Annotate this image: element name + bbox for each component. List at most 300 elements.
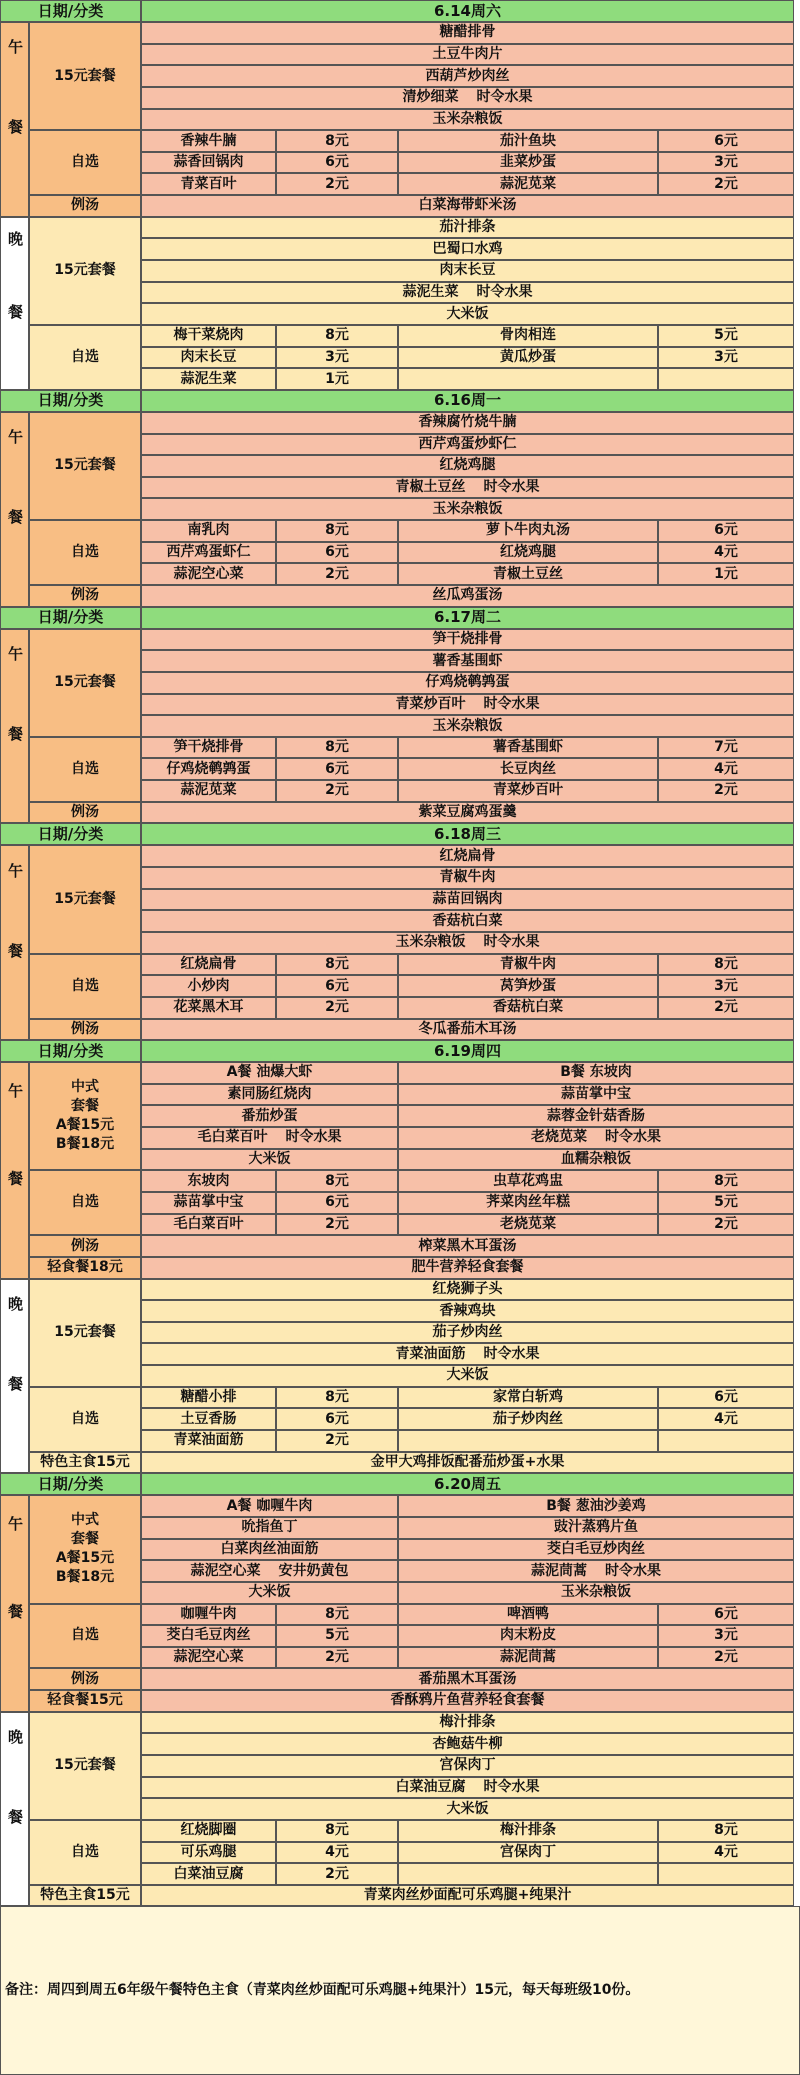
dish-name: 红烧鸡腿 (398, 542, 658, 564)
dish-price: 6元 (276, 975, 398, 997)
set-item (141, 217, 794, 239)
row-content: 丝瓜鸡蛋汤 (141, 585, 794, 607)
dish-name: 西芹鸡蛋虾仁 (141, 542, 276, 564)
set-item (141, 87, 794, 109)
date-header: 6.17周二 (141, 607, 794, 629)
meal-char: 午餐 (6, 646, 24, 806)
category-header: 日期/分类 (0, 1473, 141, 1495)
set-item-text: 蒜苗回锅肉 (432, 890, 503, 907)
dish-price: 3元 (658, 347, 794, 369)
dish-price: 4元 (658, 1842, 794, 1864)
dish-name: 宫保肉丁 (398, 1842, 658, 1864)
dish-name: 红烧脚圈 (141, 1820, 276, 1842)
dish-price: 4元 (658, 1408, 794, 1430)
set-b-item-text: 时令水果 (605, 1562, 661, 1579)
set-item (141, 1798, 794, 1820)
dish-price: 2元 (276, 173, 398, 195)
set-a-item (141, 1062, 398, 1084)
set-item (141, 867, 794, 889)
set-item-text: 肉末长豆 (439, 262, 496, 279)
dish-name: 可乐鸡腿 (141, 1842, 276, 1864)
set-item-text: 清炒细菜 (402, 89, 459, 106)
block-label (29, 629, 141, 737)
footer-note: 备注：周四到周五6年级午餐特色主食（青菜肉丝炒面配可乐鸡腿+纯果汁）15元，每天每班级10份。 (0, 1906, 800, 2075)
dish-name: 花菜黑木耳 (141, 997, 276, 1019)
set-a-item-text: 番茄炒蛋 (241, 1107, 298, 1124)
dish-name: 东坡肉 (141, 1170, 276, 1192)
set-item (141, 498, 794, 520)
block-label-line: 自选 (71, 154, 99, 171)
set-item (141, 1733, 794, 1755)
set-item (141, 715, 794, 737)
date-header: 6.19周四 (141, 1040, 794, 1062)
set-a-item (141, 1582, 398, 1604)
row-content: 香酥鸦片鱼营养轻食套餐 (141, 1690, 794, 1712)
set-a-item (141, 1539, 398, 1561)
block-label-line: 自选 (71, 760, 99, 777)
row-label: 特色主食15元 (29, 1452, 141, 1474)
dish-name: 萝卜牛肉丸汤 (398, 520, 658, 542)
row-content: 冬瓜番茄木耳汤 (141, 1019, 794, 1041)
block-label-line: 自选 (71, 544, 99, 561)
set-item (141, 1343, 794, 1365)
row-content: 肥牛营养轻食套餐 (141, 1257, 794, 1279)
dish-name: 土豆香肠 (141, 1408, 276, 1430)
set-b-item (398, 1517, 794, 1539)
dish-name (398, 1863, 658, 1885)
dish-price: 3元 (658, 975, 794, 997)
row-label: 例汤 (29, 1668, 141, 1690)
dish-name: 蒜苗掌中宝 (141, 1192, 276, 1214)
meal-label (0, 412, 29, 607)
dish-price: 6元 (276, 152, 398, 174)
meal-char: 晚餐 (6, 230, 24, 377)
set-item (141, 22, 794, 44)
dish-price: 6元 (658, 1604, 794, 1626)
dish-name: 蒜泥苋菜 (398, 173, 658, 195)
row-content: 番茄黑木耳蛋汤 (141, 1668, 794, 1690)
block-label-line: 套餐 (71, 1098, 99, 1115)
dish-price: 6元 (658, 520, 794, 542)
row-label: 例汤 (29, 1019, 141, 1041)
dish-price: 8元 (658, 954, 794, 976)
block-label (29, 217, 141, 325)
block-label (29, 1604, 141, 1669)
dish-name: 青菜百叶 (141, 173, 276, 195)
set-b-item-text: 玉米杂粮饭 (561, 1584, 631, 1601)
set-item-text: 玉米杂粮饭 (432, 110, 503, 127)
dish-price: 2元 (658, 780, 794, 802)
dish-name: 肉末粉皮 (398, 1625, 658, 1647)
set-a-item (141, 1084, 398, 1106)
set-item (141, 238, 794, 260)
set-item-text: 大米饭 (446, 1800, 489, 1817)
dish-price: 1元 (658, 563, 794, 585)
set-a-item (141, 1495, 398, 1517)
set-item (141, 282, 794, 304)
set-b-item-text: 蒜蓉金针菇香肠 (547, 1107, 645, 1124)
set-item (141, 889, 794, 911)
meal-char: 晚餐 (6, 1296, 24, 1456)
category-header: 日期/分类 (0, 607, 141, 629)
set-item (141, 629, 794, 651)
block-label-line: 中式 (71, 1512, 99, 1529)
dish-price: 2元 (276, 997, 398, 1019)
set-item-text: 时令水果 (476, 89, 533, 106)
block-label (29, 520, 141, 585)
dish-price: 4元 (658, 758, 794, 780)
category-header: 日期/分类 (0, 0, 141, 22)
dish-name: 家常白斩鸡 (398, 1387, 658, 1409)
set-item-text: 香辣腐竹烧牛腩 (418, 414, 517, 431)
set-item-text: 大米饭 (446, 1367, 489, 1384)
row-content: 白菜海带虾米汤 (141, 195, 794, 217)
dish-price: 8元 (276, 325, 398, 347)
dish-name: 茭白毛豆肉丝 (141, 1625, 276, 1647)
set-item (141, 694, 794, 716)
dish-name: 蒜泥茼蒿 (398, 1647, 658, 1669)
dish-name: 荠菜肉丝年糕 (398, 1192, 658, 1214)
dish-price: 6元 (276, 1408, 398, 1430)
row-label: 例汤 (29, 195, 141, 217)
set-item-text: 时令水果 (483, 934, 540, 951)
set-item (141, 303, 794, 325)
meal-char: 晚餐 (6, 1729, 24, 1890)
category-header: 日期/分类 (0, 823, 141, 845)
dish-price: 8元 (276, 737, 398, 759)
meal-label (0, 1712, 29, 1907)
block-label (29, 1170, 141, 1235)
set-a-item-text: 安井奶黄包 (278, 1562, 349, 1579)
dish-name: 薯香基围虾 (398, 737, 658, 759)
set-item-text: 仔鸡烧鹌鹑蛋 (425, 674, 510, 691)
set-b-item-text: 蒜泥茼蒿 (531, 1562, 587, 1579)
set-item (141, 412, 794, 434)
dish-name: 南乳肉 (141, 520, 276, 542)
set-a-item-text: 时令水果 (285, 1129, 342, 1146)
dish-name: 糖醋小排 (141, 1387, 276, 1409)
dish-price: 6元 (276, 542, 398, 564)
set-item-text: 时令水果 (476, 283, 533, 300)
date-header: 6.18周三 (141, 823, 794, 845)
set-item (141, 434, 794, 456)
block-label (29, 130, 141, 195)
set-b-item (398, 1084, 794, 1106)
row-label: 例汤 (29, 802, 141, 824)
row-label: 例汤 (29, 585, 141, 607)
block-label (29, 954, 141, 1019)
dish-name: 小炒肉 (141, 975, 276, 997)
set-item-text: 笋干烧排骨 (432, 630, 503, 647)
set-item (141, 109, 794, 131)
dish-price: 8元 (276, 130, 398, 152)
dish-price: 2元 (276, 1647, 398, 1669)
block-label-line: 自选 (71, 1410, 99, 1427)
row-label: 轻食餐18元 (29, 1257, 141, 1279)
dish-name: 青椒牛肉 (398, 954, 658, 976)
block-label-line: 15元套餐 (54, 262, 116, 279)
block-label-line: A餐15元 (55, 1550, 115, 1567)
dish-price: 6元 (276, 1192, 398, 1214)
set-item (141, 65, 794, 87)
dish-price: 3元 (276, 347, 398, 369)
row-label: 例汤 (29, 1235, 141, 1257)
dish-price: 3元 (658, 152, 794, 174)
set-item-text: 青椒牛肉 (439, 869, 496, 886)
dish-price (658, 1430, 794, 1452)
dish-price: 6元 (658, 130, 794, 152)
dish-name: 香辣牛腩 (141, 130, 276, 152)
set-item-text: 玉米杂粮饭 (395, 934, 466, 951)
dish-name: 长豆肉丝 (398, 758, 658, 780)
dish-name: 韭菜炒蛋 (398, 152, 658, 174)
meal-label (0, 217, 29, 390)
set-item-text: 西葫芦炒肉丝 (425, 67, 510, 84)
set-item (141, 672, 794, 694)
set-item (141, 260, 794, 282)
dish-name: 梅汁排条 (398, 1820, 658, 1842)
set-b-item-text: 豉汁蒸鸦片鱼 (554, 1519, 638, 1536)
dish-name: 笋干烧排骨 (141, 737, 276, 759)
dish-name: 老烧苋菜 (398, 1214, 658, 1236)
dish-name: 肉末长豆 (141, 347, 276, 369)
block-label (29, 737, 141, 802)
dish-price: 8元 (658, 1820, 794, 1842)
set-item (141, 845, 794, 867)
block-label-line: 15元套餐 (54, 1324, 116, 1341)
row-content: 榨菜黑木耳蛋汤 (141, 1235, 794, 1257)
set-a-item-text: 蒜泥空心菜 (190, 1562, 261, 1579)
set-b-item (398, 1495, 794, 1517)
dish-name: 骨肉相连 (398, 325, 658, 347)
set-item-text: 青椒土豆丝 (395, 479, 466, 496)
block-label (29, 22, 141, 130)
dish-price: 2元 (276, 563, 398, 585)
set-a-item (141, 1517, 398, 1539)
block-label-line: 15元套餐 (54, 890, 116, 907)
dish-price: 5元 (276, 1625, 398, 1647)
set-item-text: 土豆牛肉片 (432, 45, 503, 62)
set-item (141, 1777, 794, 1799)
set-item (141, 1279, 794, 1301)
block-label (29, 1495, 141, 1603)
meal-label (0, 22, 29, 217)
set-b-item (398, 1149, 794, 1171)
dish-name: 红烧扁骨 (141, 954, 276, 976)
dish-name: 虫草花鸡盅 (398, 1170, 658, 1192)
dish-name (398, 1430, 658, 1452)
date-header: 6.14周六 (141, 0, 794, 22)
dish-price: 6元 (276, 758, 398, 780)
set-item-text: 白菜油豆腐 (395, 1778, 466, 1795)
block-label-line: A餐15元 (55, 1117, 115, 1134)
row-label: 特色主食15元 (29, 1885, 141, 1907)
set-item-text: 大米饭 (446, 305, 489, 322)
dish-price: 2元 (658, 997, 794, 1019)
dish-name: 青菜油面筋 (141, 1430, 276, 1452)
date-header: 6.20周五 (141, 1473, 794, 1495)
set-a-item-text: 大米饭 (248, 1151, 291, 1168)
set-b-item (398, 1539, 794, 1561)
set-item (141, 910, 794, 932)
set-item (141, 477, 794, 499)
dish-name: 啤酒鸭 (398, 1604, 658, 1626)
set-item-text: 茄子炒肉丝 (432, 1324, 503, 1341)
set-item (141, 44, 794, 66)
meal-label (0, 629, 29, 824)
row-content: 金甲大鸡排饭配番茄炒蛋+水果 (141, 1452, 794, 1474)
set-item (141, 1755, 794, 1777)
dish-price: 2元 (658, 1214, 794, 1236)
set-a-item (141, 1149, 398, 1171)
block-label-line: 套餐 (71, 1531, 99, 1548)
set-item (141, 455, 794, 477)
set-a-item-text: 大米饭 (248, 1584, 291, 1601)
set-item-text: 青菜炒百叶 (395, 695, 466, 712)
set-item-text: 玉米杂粮饭 (432, 500, 503, 517)
set-b-item (398, 1582, 794, 1604)
block-label-line: 自选 (71, 977, 99, 994)
dish-price: 1元 (276, 368, 398, 390)
dish-name: 香菇杭白菜 (398, 997, 658, 1019)
set-b-item-text: B餐 东坡肉 (560, 1064, 632, 1081)
set-a-item-text: 毛白菜百叶 (197, 1129, 268, 1146)
category-header: 日期/分类 (0, 390, 141, 412)
dish-name (398, 368, 658, 390)
set-b-item-text: 时令水果 (605, 1129, 661, 1146)
dish-name: 茄汁鱼块 (398, 130, 658, 152)
meal-label (0, 845, 29, 1040)
dish-price: 2元 (276, 1214, 398, 1236)
dish-price: 7元 (658, 737, 794, 759)
set-a-item-text: 素同肠红烧肉 (227, 1086, 312, 1103)
dish-name: 黄瓜炒蛋 (398, 347, 658, 369)
block-label-line: 自选 (71, 348, 99, 365)
dish-name: 蒜泥空心菜 (141, 563, 276, 585)
block-label (29, 1820, 141, 1885)
block-label-line: 15元套餐 (54, 457, 116, 474)
dish-name: 茄子炒肉丝 (398, 1408, 658, 1430)
meal-label (0, 1062, 29, 1278)
meal-char: 午餐 (6, 862, 24, 1023)
set-a-item (141, 1560, 398, 1582)
dish-price: 5元 (658, 325, 794, 347)
set-item-text: 宫保肉丁 (439, 1757, 496, 1774)
block-label (29, 1279, 141, 1387)
dish-price: 8元 (658, 1170, 794, 1192)
set-item-text: 薯香基围虾 (432, 652, 503, 669)
dish-price (658, 368, 794, 390)
set-a-item-text: A餐 咖喱牛肉 (226, 1497, 313, 1514)
set-a-item-text: 吮指鱼丁 (241, 1519, 298, 1536)
set-item-text: 红烧狮子头 (432, 1280, 503, 1297)
set-b-item (398, 1105, 794, 1127)
dish-name: 蒜泥苋菜 (141, 780, 276, 802)
set-item (141, 1712, 794, 1734)
dish-price: 4元 (276, 1842, 398, 1864)
date-header: 6.16周一 (141, 390, 794, 412)
block-label-line: 自选 (71, 1843, 99, 1860)
set-b-item-text: 老烧苋菜 (531, 1129, 587, 1146)
block-label-line: 自选 (71, 1627, 99, 1644)
dish-price: 2元 (658, 1647, 794, 1669)
dish-price: 8元 (276, 1387, 398, 1409)
set-b-item-text: 蒜苗掌中宝 (561, 1086, 631, 1103)
block-label (29, 1712, 141, 1820)
dish-price: 3元 (658, 1625, 794, 1647)
dish-name: 白菜油豆腐 (141, 1863, 276, 1885)
set-b-item-text: 茭白毛豆炒肉丝 (547, 1540, 645, 1557)
set-b-item (398, 1062, 794, 1084)
meal-label (0, 1495, 29, 1711)
dish-name: 蒜香回锅肉 (141, 152, 276, 174)
set-a-item-text: A餐 油爆大虾 (226, 1064, 313, 1081)
set-a-item (141, 1127, 398, 1149)
block-label-line: 中式 (71, 1079, 99, 1096)
meal-char: 午餐 (6, 1083, 24, 1258)
set-item (141, 1322, 794, 1344)
set-item-text: 红烧扁骨 (439, 847, 496, 864)
block-label-line: 15元套餐 (54, 67, 116, 84)
set-a-item (141, 1105, 398, 1127)
set-item-text: 时令水果 (483, 1778, 540, 1795)
dish-price: 8元 (276, 520, 398, 542)
dish-price: 8元 (276, 1820, 398, 1842)
dish-price: 8元 (276, 1604, 398, 1626)
dish-price: 2元 (276, 1863, 398, 1885)
block-label-line: 自选 (71, 1194, 99, 1211)
block-label (29, 412, 141, 520)
row-content: 青菜肉丝炒面配可乐鸡腿+纯果汁 (141, 1885, 794, 1907)
set-item-text: 时令水果 (483, 479, 540, 496)
set-item-text: 蒜泥生菜 (402, 283, 459, 300)
block-label (29, 845, 141, 953)
set-item-text: 糖醋排骨 (439, 24, 496, 41)
dish-name: 蒜泥空心菜 (141, 1647, 276, 1669)
dish-price (658, 1863, 794, 1885)
set-item-text: 玉米杂粮饭 (432, 717, 503, 734)
dish-name: 梅干菜烧肉 (141, 325, 276, 347)
block-label (29, 1387, 141, 1452)
set-item-text: 茄汁排条 (439, 219, 496, 236)
dish-price: 2元 (658, 173, 794, 195)
dish-price: 8元 (276, 954, 398, 976)
set-b-item (398, 1127, 794, 1149)
set-item-text: 红烧鸡腿 (439, 457, 496, 474)
dish-name: 仔鸡烧鹌鹑蛋 (141, 758, 276, 780)
dish-name: 青菜炒百叶 (398, 780, 658, 802)
block-label-line: 15元套餐 (54, 674, 116, 691)
set-item-text: 梅汁排条 (439, 1714, 496, 1731)
dish-name: 莴笋炒蛋 (398, 975, 658, 997)
set-item-text: 香辣鸡块 (439, 1302, 496, 1319)
block-label-line: B餐18元 (55, 1569, 115, 1586)
set-item (141, 1300, 794, 1322)
set-b-item (398, 1560, 794, 1582)
dish-name: 毛白菜百叶 (141, 1214, 276, 1236)
set-item (141, 1365, 794, 1387)
meal-char: 午餐 (6, 1516, 24, 1691)
set-item-text: 时令水果 (483, 695, 540, 712)
row-label: 轻食餐15元 (29, 1690, 141, 1712)
row-content: 紫菜豆腐鸡蛋羹 (141, 802, 794, 824)
set-item-text: 杏鲍菇牛柳 (432, 1735, 503, 1752)
set-item-text: 青菜油面筋 (395, 1345, 466, 1362)
set-item (141, 650, 794, 672)
set-item (141, 932, 794, 954)
block-label (29, 325, 141, 390)
dish-name: 蒜泥生菜 (141, 368, 276, 390)
